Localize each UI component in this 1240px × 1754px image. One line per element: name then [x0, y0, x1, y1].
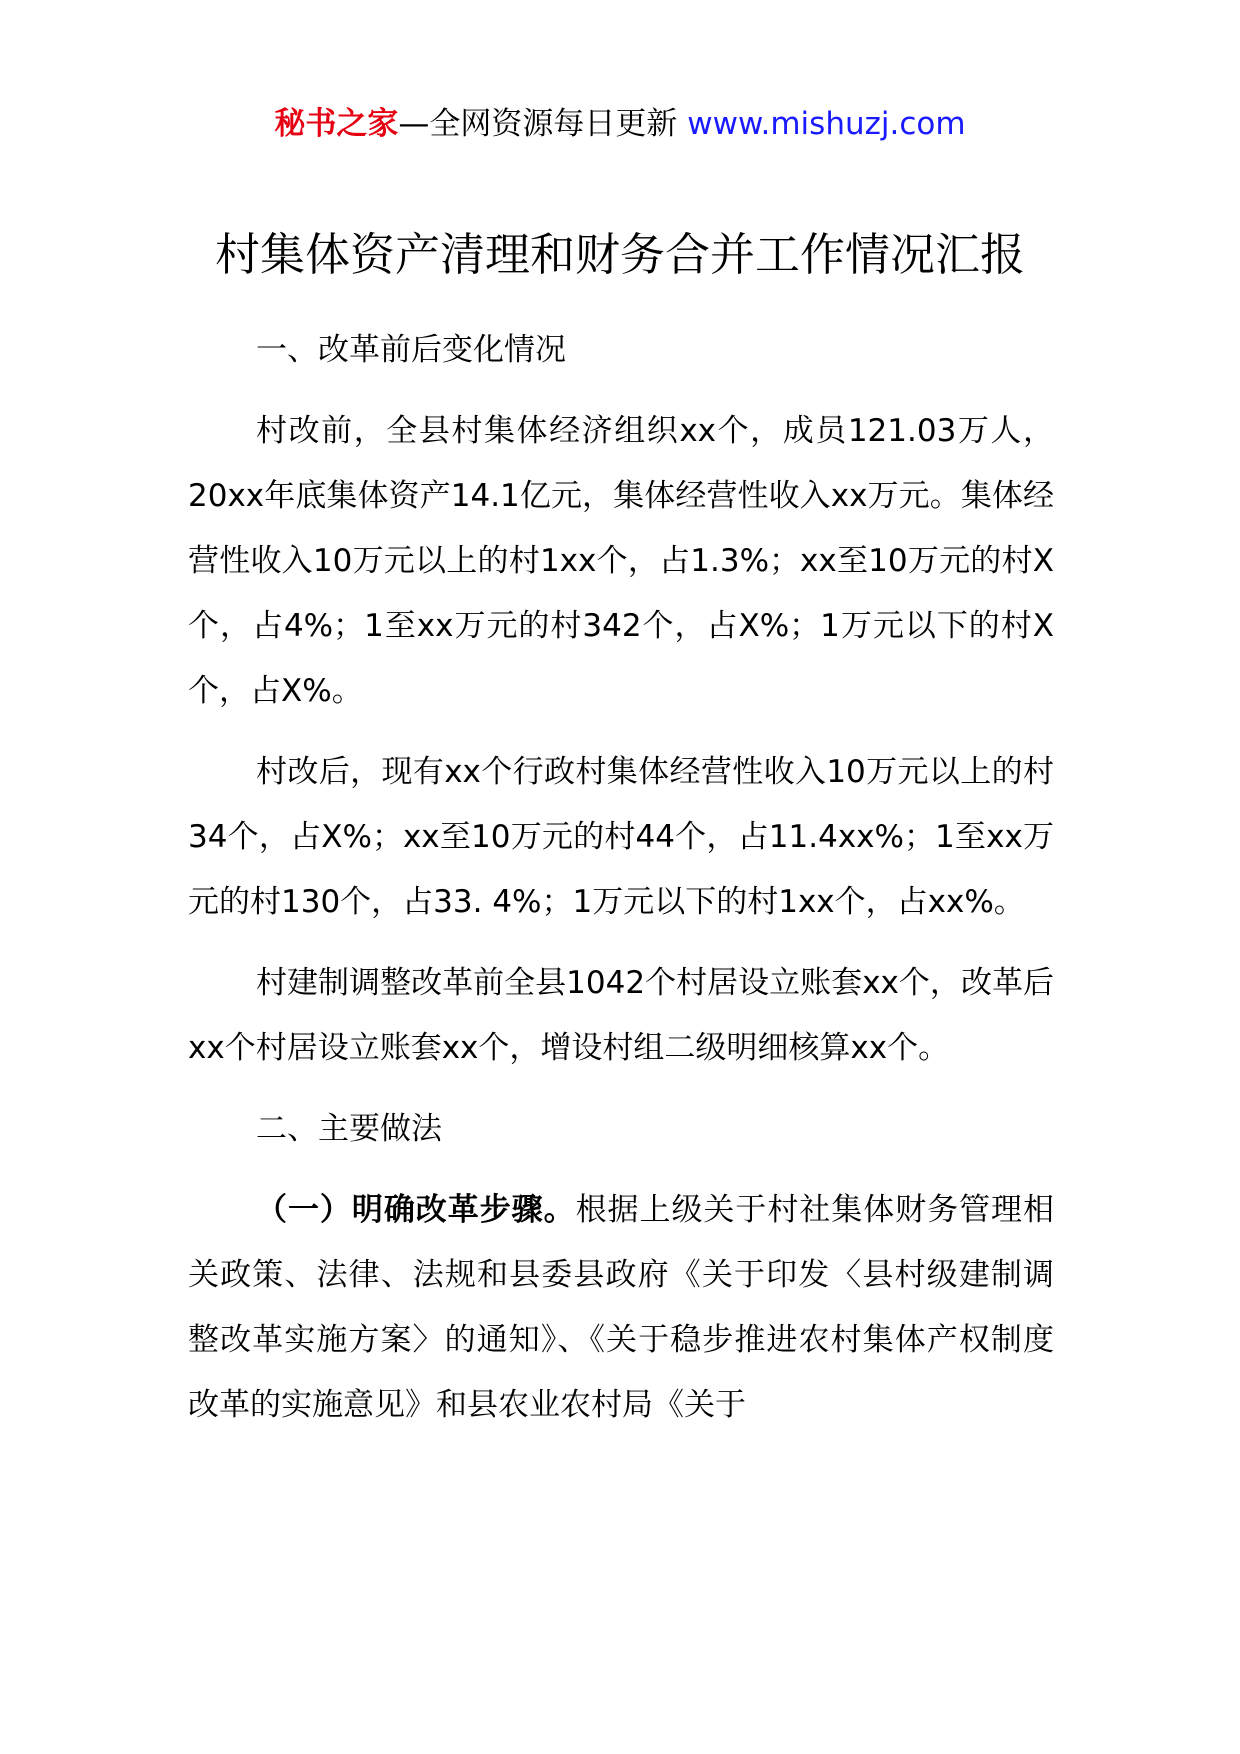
paragraph-lead-text: 根据上级关于村社集体财务管理相关政策、法律、法规和县委县政府《关于印发〈县村级建制调整改革实施方案〉的通知》、《关于稳步推进农村集体产权制度改革的实施意见》和县农业农村局《关于	[188, 1192, 1055, 1423]
document-body	[188, 318, 1054, 1454]
paragraph-before-reform: 村改前，全县村集体经济组织xx个，成员121.03万人，20xx年底集体资产14.1亿元，集体经营性收入xx万元。集体经营性收入10万元以上的村1xx个，占1.3%；xx至10万元的村X个，占4%；1至xx万元的村342个，占X%；1万元以下的村X个，占X%。	[188, 413, 1054, 709]
paragraph-accounts: 村建制调整改革前全县1042个村居设立账套xx个，改革后xx个村居设立账套xx个，增设村组二级明细核算xx个。	[188, 965, 1054, 1066]
paragraph-after-reform: 村改后，现有xx个行政村集体经营性收入10万元以上的村34个，占X%；xx至10万元的村44个，占11.4xx%；1至xx万元的村130个，占33. 4%；1万元以下的村1xx个，占xx%。	[188, 754, 1054, 920]
site-url-link[interactable]: www.mishuzj.com	[687, 106, 966, 142]
header-tagline: —全网资源每日更新	[398, 106, 678, 142]
brand-name: 秘书之家	[274, 106, 399, 142]
paragraph-reform-steps	[188, 1178, 1054, 1438]
section-heading-2: 二、主要做法	[256, 1111, 442, 1147]
site-header	[0, 100, 1240, 148]
document-title: 村集体资产清理和财务合并工作情况汇报	[214, 228, 1025, 281]
section-heading-1: 一、改革前后变化情况	[256, 332, 566, 368]
paragraph-lead-bold: （一）明确改革步骤。	[256, 1192, 576, 1228]
